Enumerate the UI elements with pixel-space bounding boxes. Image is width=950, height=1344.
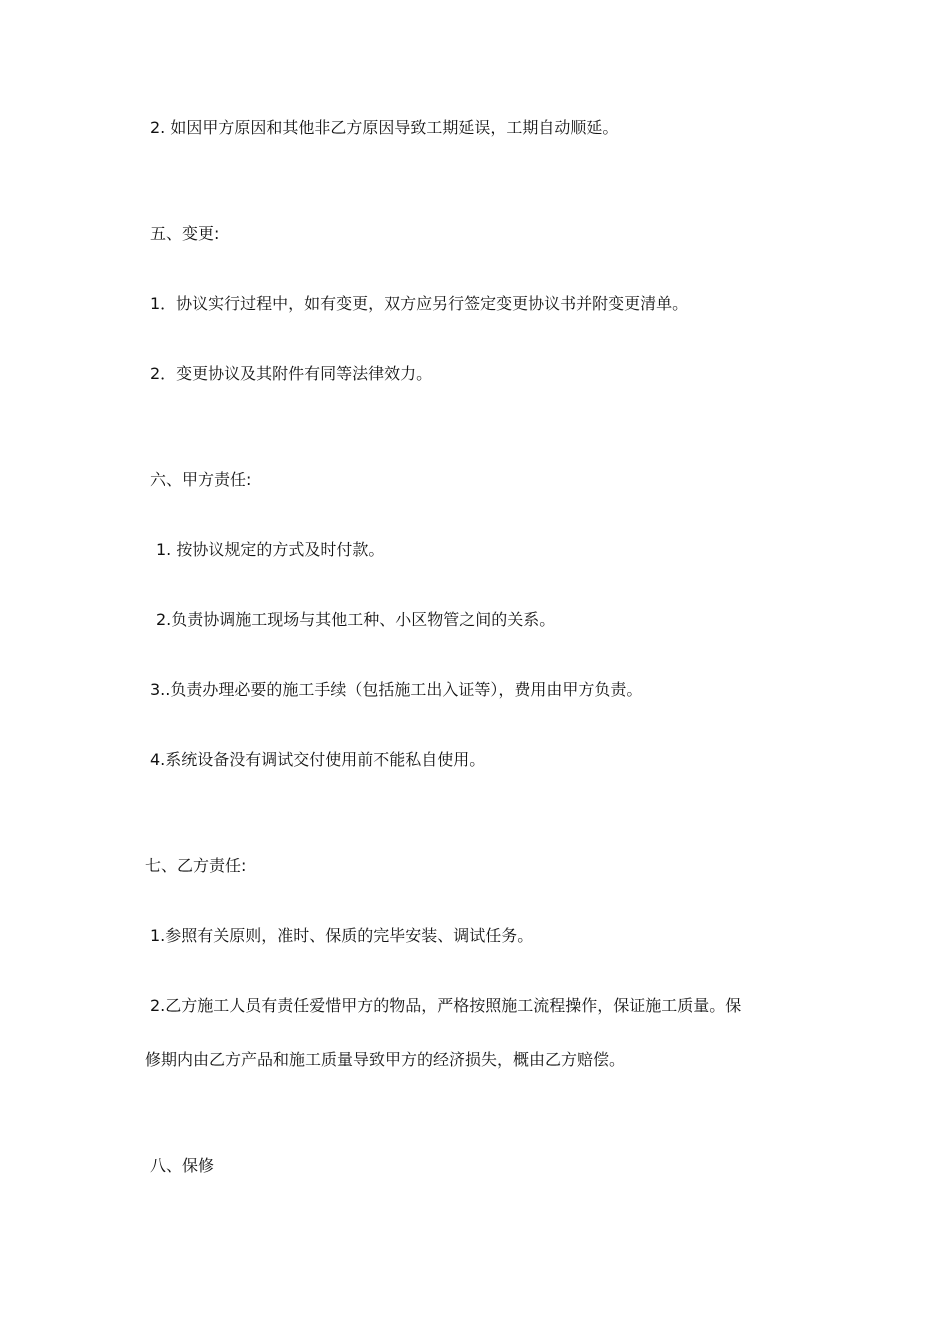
change-clause-1: 1．协议实行过程中，如有变更，双方应另行签定变更协议书并附变更清单。 [150,294,689,313]
delay-clause: 2. 如因甲方原因和其他非乙方原因导致工期延误，工期自动顺延。 [150,118,619,137]
party-a-duty-4: 4.系统设备没有调试交付使用前不能私自使用。 [150,750,486,769]
section-heading-party-b: 七、乙方责任: [145,856,247,875]
section-heading-party-a: 六、甲方责任: [150,470,252,489]
section-heading-warranty: 八、保修 [150,1156,215,1175]
party-b-duty-1: 1.参照有关原则，准时、保质的完毕安装、调试任务。 [150,926,534,945]
party-b-duty-2-continued: 修期内由乙方产品和施工质量导致甲方的经济损失，概由乙方赔偿。 [145,1050,626,1069]
section-heading-change: 五、变更: [150,224,220,243]
party-a-duty-1: 1. 按协议规定的方式及时付款。 [156,540,385,559]
party-b-duty-2: 2.乙方施工人员有责任爱惜甲方的物品，严格按照施工流程操作，保证施工质量。保 [150,996,742,1015]
party-a-duty-2: 2.负责协调施工现场与其他工种、小区物管之间的关系。 [156,610,556,629]
party-a-duty-3: 3..负责办理必要的施工手续（包括施工出入证等），费用由甲方负责。 [150,680,643,699]
change-clause-2: 2．变更协议及其附件有同等法律效力。 [150,364,433,383]
